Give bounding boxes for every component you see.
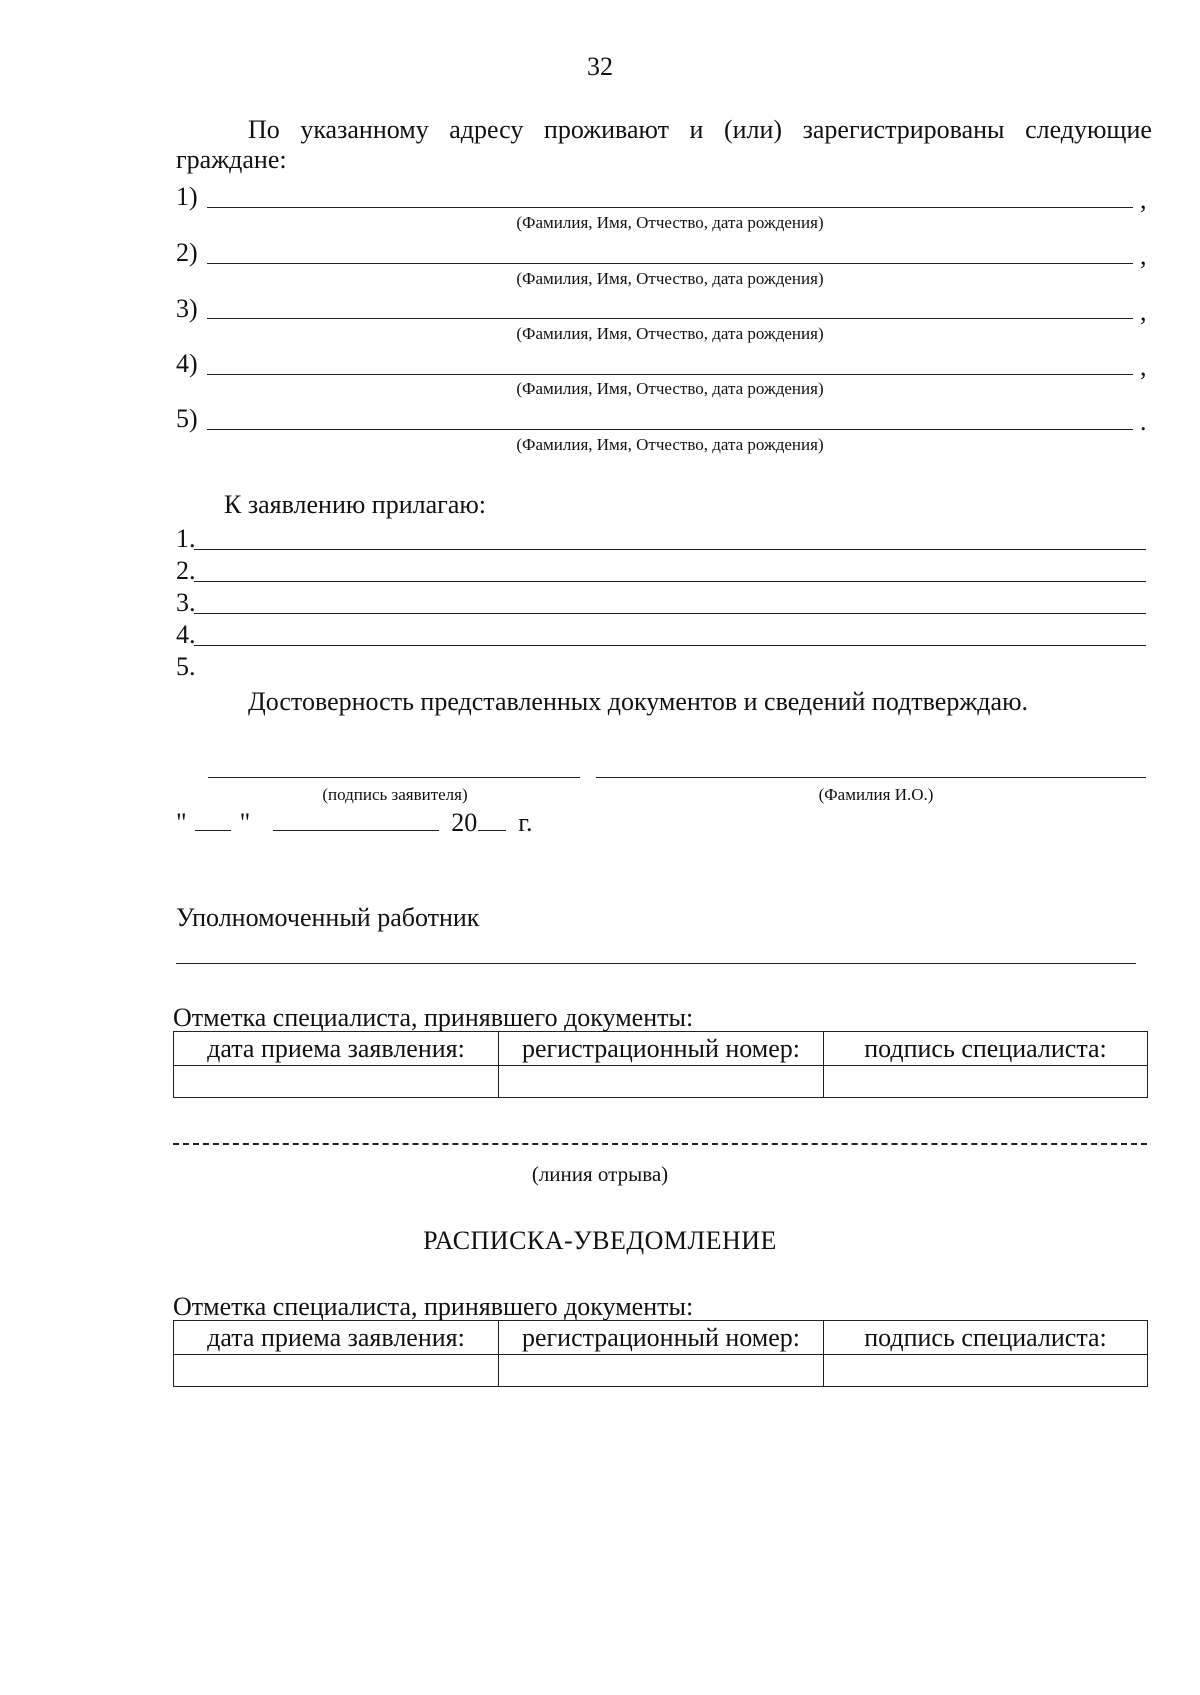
reg-number-cell[interactable] (499, 1355, 824, 1387)
citizen-field-caption: (Фамилия, Имя, Отчество, дата рождения) (516, 213, 824, 232)
date-cell[interactable] (174, 1355, 499, 1387)
col-header-signature: подпись специалиста: (824, 1032, 1148, 1066)
specialist-mark-title: Отметка специалиста, принявшего документы: (173, 1003, 694, 1032)
intro-word: проживают (543, 115, 669, 144)
col-header-signature: подпись специалиста: (824, 1321, 1148, 1355)
attachment-number: 4. (176, 620, 196, 649)
citizen-end-mark: , (1140, 241, 1147, 270)
attachment-entry-field[interactable] (194, 549, 1146, 550)
month-field[interactable] (273, 808, 439, 831)
intro-line-2: граждане: (176, 145, 287, 174)
col-header-reg-number: регистрационный номер: (499, 1032, 824, 1066)
citizen-entry-field[interactable] (207, 318, 1133, 319)
intro-word: зарегистрированы (802, 115, 1005, 144)
citizen-number: 3) (176, 294, 198, 323)
citizen-number: 1) (176, 182, 198, 211)
specialist-mark-table (173, 1031, 1148, 1098)
quote-close: " (239, 808, 251, 837)
citizen-entry-field[interactable] (207, 207, 1133, 208)
attachment-number: 2. (176, 556, 196, 585)
tear-line (173, 1143, 1147, 1145)
citizen-number: 4) (176, 349, 198, 378)
citizen-field-caption: (Фамилия, Имя, Отчество, дата рождения) (516, 324, 824, 343)
attachment-entry-field[interactable] (194, 645, 1146, 646)
intro-word: следующие (1025, 115, 1152, 144)
citizen-end-mark: , (1140, 352, 1147, 381)
signature-cell[interactable] (824, 1066, 1148, 1098)
citizen-field-caption: (Фамилия, Имя, Отчество, дата рождения) (516, 435, 824, 454)
citizen-field-caption: (Фамилия, Имя, Отчество, дата рождения) (516, 269, 824, 288)
applicant-name-field[interactable] (596, 777, 1146, 778)
attachment-entry-field[interactable] (194, 581, 1146, 582)
citizen-end-mark: , (1140, 185, 1147, 214)
receipt-mark-table (173, 1320, 1148, 1387)
date-cell[interactable] (174, 1066, 499, 1098)
date-row (176, 808, 532, 838)
authorized-worker-label: Уполномоченный работник (176, 903, 480, 932)
citizen-field-caption: (Фамилия, Имя, Отчество, дата рождения) (516, 379, 824, 398)
authorized-worker-field[interactable] (176, 963, 1136, 964)
attachment-number: 5. (176, 652, 196, 681)
confirmation-text: Достоверность представленных документов и сведений подтверждаю. (248, 687, 1028, 716)
intro-word: По (248, 115, 280, 144)
citizen-entry-field[interactable] (207, 429, 1133, 430)
year-suffix: г. (518, 808, 533, 837)
intro-word: указанному (300, 115, 429, 144)
col-header-reg-number: регистрационный номер: (499, 1321, 824, 1355)
citizen-entry-field[interactable] (207, 263, 1133, 264)
intro-line-1 (248, 117, 1152, 143)
citizen-number: 5) (176, 404, 198, 433)
tear-line-caption: (линия отрыва) (531, 1162, 669, 1186)
receipt-mark-title: Отметка специалиста, принявшего документы: (173, 1292, 694, 1321)
citizen-number: 2) (176, 238, 198, 267)
applicant-signature-caption: (подпись заявителя) (322, 785, 468, 804)
page-number: 32 (587, 52, 613, 81)
year-prefix: 20 (451, 808, 478, 837)
receipt-title: РАСПИСКА-УВЕДОМЛЕНИЕ (423, 1226, 777, 1255)
reg-number-cell[interactable] (499, 1066, 824, 1098)
signature-cell[interactable] (824, 1355, 1148, 1387)
applicant-signature-field[interactable] (208, 777, 580, 778)
intro-word: и (689, 115, 704, 144)
year-field[interactable] (478, 808, 506, 831)
quote-open: " (176, 808, 187, 837)
intro-word: (или) (723, 115, 783, 144)
intro-word: адресу (449, 115, 524, 144)
attachment-number: 1. (176, 524, 196, 553)
citizen-end-mark: . (1140, 407, 1147, 436)
citizen-entry-field[interactable] (207, 374, 1133, 375)
col-header-date: дата приема заявления: (174, 1032, 499, 1066)
attachment-entry-field[interactable] (194, 613, 1146, 614)
attachment-number: 3. (176, 588, 196, 617)
applicant-name-caption: (Фамилия И.О.) (818, 785, 934, 804)
attachments-title: К заявлению прилагаю: (224, 490, 487, 519)
col-header-date: дата приема заявления: (174, 1321, 499, 1355)
day-field[interactable] (195, 808, 231, 831)
citizen-end-mark: , (1140, 297, 1147, 326)
